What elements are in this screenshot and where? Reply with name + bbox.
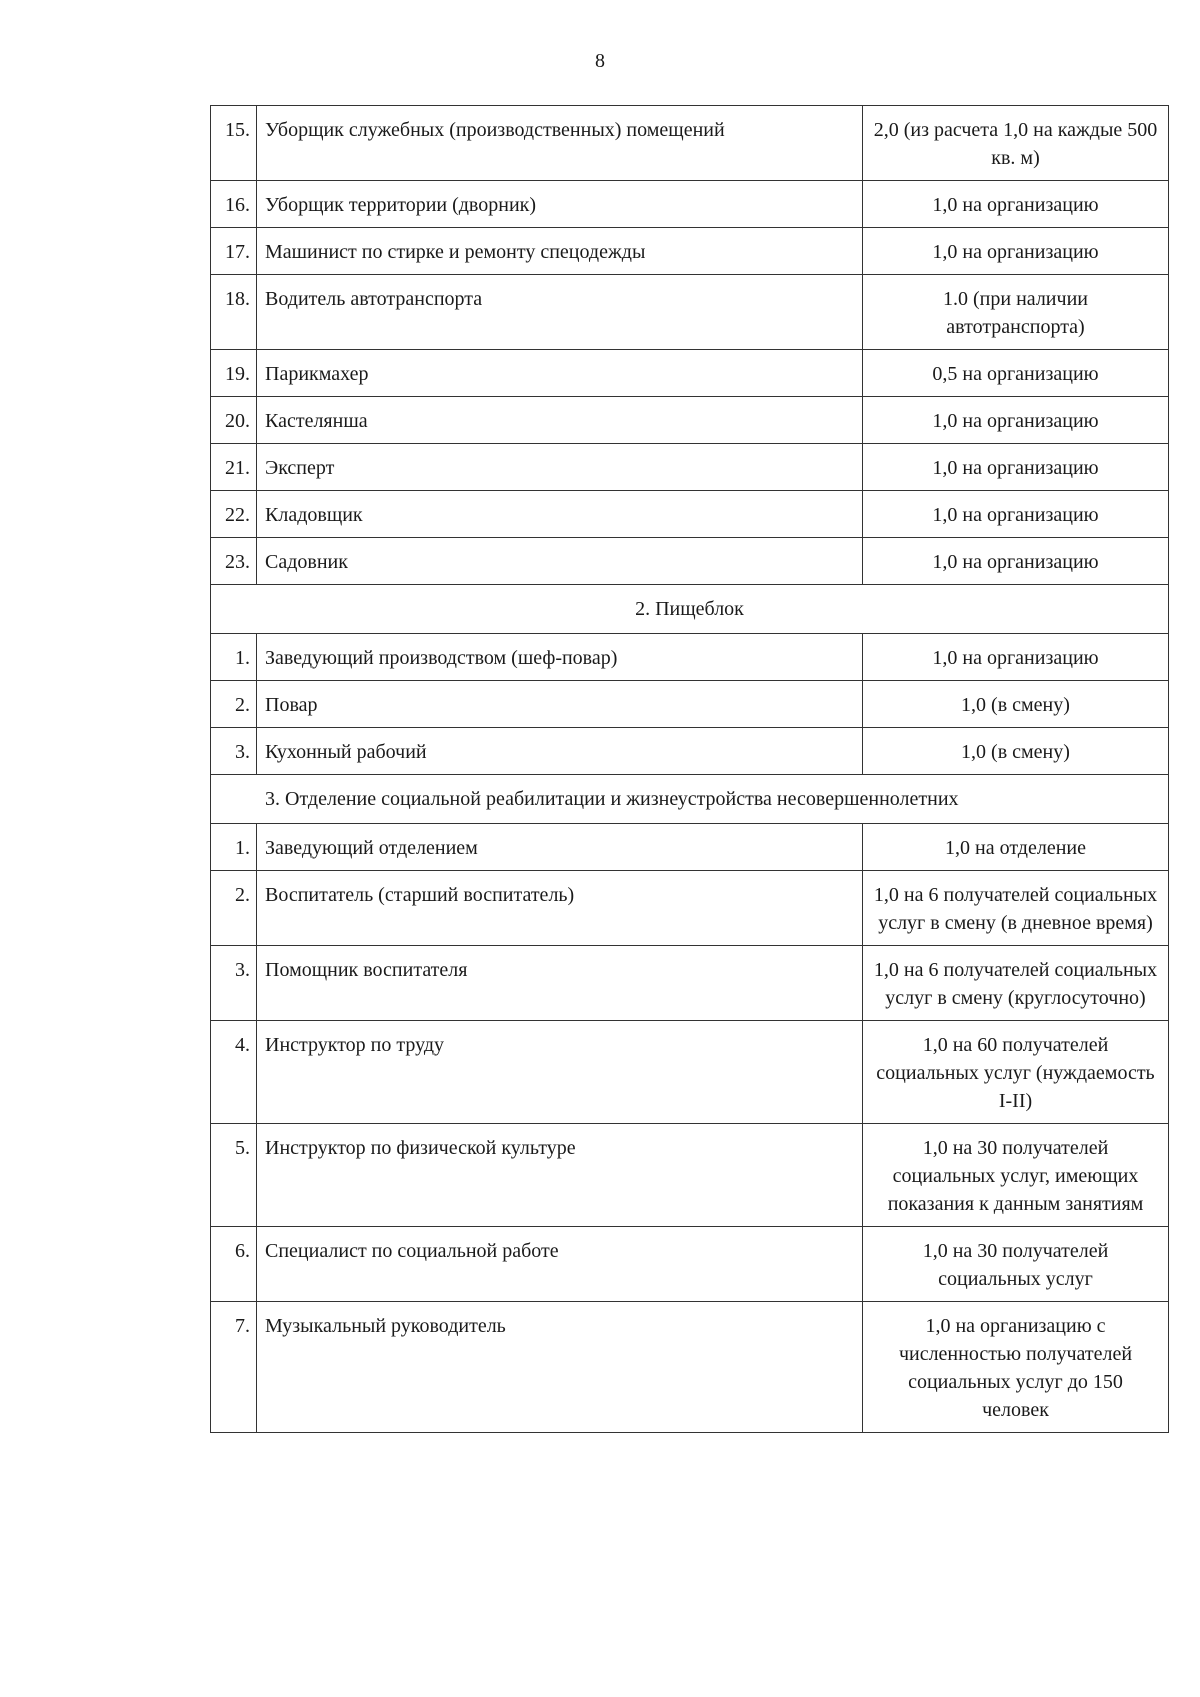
section-title: 2. Пищеблок bbox=[211, 585, 1169, 634]
table-row bbox=[211, 181, 1169, 228]
position-cell: Кухонный рабочий bbox=[257, 728, 863, 775]
row-number-cell: 3. bbox=[211, 946, 257, 1021]
section-title: 3. Отделение социальной реабилитации и жизнеустройства несовершеннолетних bbox=[211, 775, 1169, 824]
table-row bbox=[211, 634, 1169, 681]
row-number-cell: 23. bbox=[211, 538, 257, 585]
table-row bbox=[211, 1302, 1169, 1433]
section-header-row bbox=[211, 585, 1169, 634]
table-row bbox=[211, 228, 1169, 275]
staffing-table bbox=[210, 105, 1169, 1433]
position-cell: Уборщик служебных (производственных) помещений bbox=[257, 106, 863, 181]
norm-cell: 1,0 на организацию bbox=[863, 228, 1169, 275]
table-row bbox=[211, 1021, 1169, 1124]
table-row bbox=[211, 824, 1169, 871]
section-header-row bbox=[211, 775, 1169, 824]
position-cell: Кладовщик bbox=[257, 491, 863, 538]
table-row bbox=[211, 681, 1169, 728]
row-number-cell: 22. bbox=[211, 491, 257, 538]
position-cell: Садовник bbox=[257, 538, 863, 585]
norm-cell: 1,0 на 30 получателей социальных услуг, имеющих показания к данным занятиям bbox=[863, 1124, 1169, 1227]
table-row bbox=[211, 728, 1169, 775]
position-cell: Повар bbox=[257, 681, 863, 728]
row-number-cell: 7. bbox=[211, 1302, 257, 1433]
position-cell: Заведующий производством (шеф-повар) bbox=[257, 634, 863, 681]
norm-cell: 1,0 на 30 получателей социальных услуг bbox=[863, 1227, 1169, 1302]
position-cell: Заведующий отделением bbox=[257, 824, 863, 871]
norm-cell: 1,0 на организацию bbox=[863, 397, 1169, 444]
norm-cell: 1,0 на отделение bbox=[863, 824, 1169, 871]
row-number-cell: 2. bbox=[211, 681, 257, 728]
position-cell: Машинист по стирке и ремонту спецодежды bbox=[257, 228, 863, 275]
norm-cell: 1,0 на 60 получателей социальных услуг (нуждаемость I-II) bbox=[863, 1021, 1169, 1124]
row-number-cell: 1. bbox=[211, 824, 257, 871]
norm-cell: 1.0 (при наличии автотранспорта) bbox=[863, 275, 1169, 350]
position-cell: Специалист по социальной работе bbox=[257, 1227, 863, 1302]
table-row bbox=[211, 491, 1169, 538]
row-number-cell: 1. bbox=[211, 634, 257, 681]
norm-cell: 0,5 на организацию bbox=[863, 350, 1169, 397]
table-row bbox=[211, 1124, 1169, 1227]
row-number-cell: 6. bbox=[211, 1227, 257, 1302]
norm-cell: 1,0 на организацию bbox=[863, 491, 1169, 538]
row-number-cell: 5. bbox=[211, 1124, 257, 1227]
norm-cell: 1,0 на организацию bbox=[863, 634, 1169, 681]
staffing-table-body bbox=[211, 106, 1169, 1433]
position-cell: Воспитатель (старший воспитатель) bbox=[257, 871, 863, 946]
norm-cell: 1,0 (в смену) bbox=[863, 681, 1169, 728]
row-number-cell: 16. bbox=[211, 181, 257, 228]
norm-cell: 1,0 на организацию bbox=[863, 444, 1169, 491]
norm-cell: 1,0 на организацию bbox=[863, 538, 1169, 585]
position-cell: Помощник воспитателя bbox=[257, 946, 863, 1021]
position-cell: Парикмахер bbox=[257, 350, 863, 397]
table-row bbox=[211, 946, 1169, 1021]
table-row bbox=[211, 538, 1169, 585]
row-number-cell: 3. bbox=[211, 728, 257, 775]
norm-cell: 1,0 на 6 получателей социальных услуг в смену (в дневное время) bbox=[863, 871, 1169, 946]
position-cell: Инструктор по физической культуре bbox=[257, 1124, 863, 1227]
table-row bbox=[211, 275, 1169, 350]
row-number-cell: 17. bbox=[211, 228, 257, 275]
table-row bbox=[211, 444, 1169, 491]
position-cell: Инструктор по труду bbox=[257, 1021, 863, 1124]
table-row bbox=[211, 350, 1169, 397]
table-row bbox=[211, 871, 1169, 946]
position-cell: Водитель автотранспорта bbox=[257, 275, 863, 350]
row-number-cell: 4. bbox=[211, 1021, 257, 1124]
position-cell: Уборщик территории (дворник) bbox=[257, 181, 863, 228]
norm-cell: 1,0 на организацию с численностью получателей социальных услуг до 150 человек bbox=[863, 1302, 1169, 1433]
norm-cell: 1,0 на организацию bbox=[863, 181, 1169, 228]
norm-cell: 1,0 на 6 получателей социальных услуг в смену (круглосуточно) bbox=[863, 946, 1169, 1021]
position-cell: Эксперт bbox=[257, 444, 863, 491]
position-cell: Музыкальный руководитель bbox=[257, 1302, 863, 1433]
page-number: 8 bbox=[595, 50, 605, 72]
row-number-cell: 2. bbox=[211, 871, 257, 946]
row-number-cell: 15. bbox=[211, 106, 257, 181]
row-number-cell: 18. bbox=[211, 275, 257, 350]
table-row bbox=[211, 1227, 1169, 1302]
row-number-cell: 20. bbox=[211, 397, 257, 444]
row-number-cell: 21. bbox=[211, 444, 257, 491]
row-number-cell: 19. bbox=[211, 350, 257, 397]
position-cell: Кастелянша bbox=[257, 397, 863, 444]
table-row bbox=[211, 106, 1169, 181]
norm-cell: 1,0 (в смену) bbox=[863, 728, 1169, 775]
norm-cell: 2,0 (из расчета 1,0 на каждые 500 кв. м) bbox=[863, 106, 1169, 181]
table-row bbox=[211, 397, 1169, 444]
